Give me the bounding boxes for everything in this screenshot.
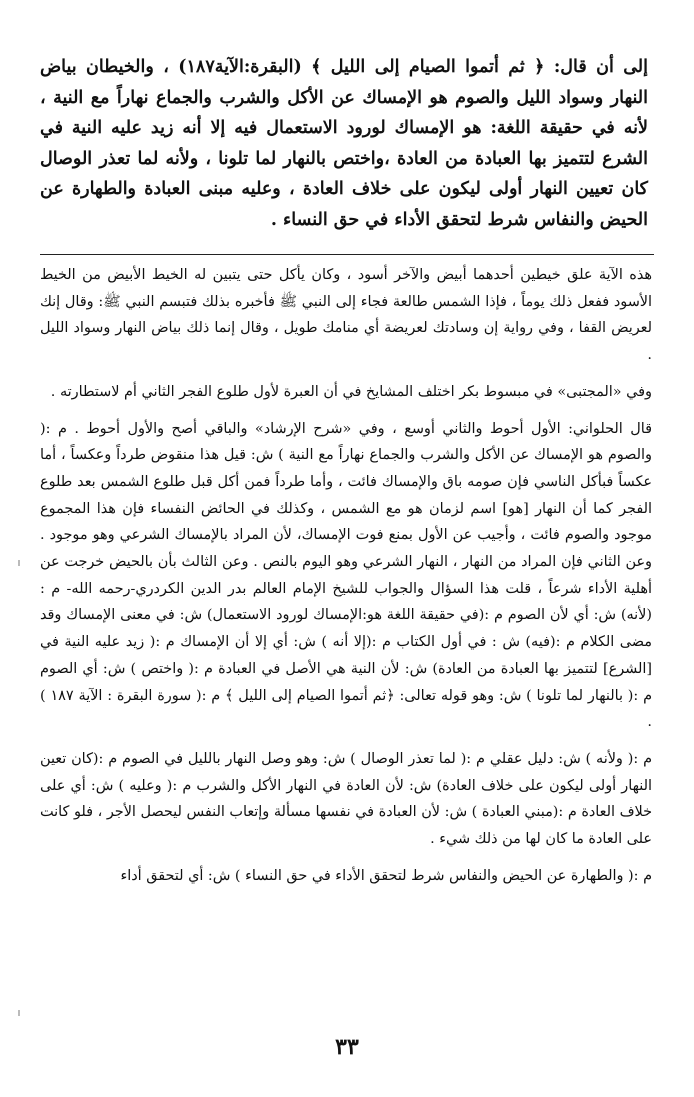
- footnote-divider: [40, 254, 654, 255]
- footnote-paragraph-1: هذه الآية علق خيطين أحدهما أبيض والآخر أسود ، وكان يأكل حتى يتبين له الخيط الأبيض من الخيط الأسود ففعل ذلك يوماً ، فإذا الشمس طالعة فجاء إلى النبي ﷺ فأخبره بذلك فتبسم النبي ﷺ: وقال إنك لعريض القفا ، وفي رواية إن وسادتك لعريضة أي منامك طويل ، وقال إنما ذلك بياض النهار وسواد الليل .: [40, 267, 652, 364]
- footnote-paragraph-3: قال الحلواني: الأول أحوط والثاني أوسع ، وفي «شرح الإرشاد» والباقي أصح والأول أحوط . م :( والصوم هو الإمساك عن الأكل والشرب والجماع نهاراً مع النية ) ش: قيل هذا منقوض طرداً وعكساً ، أما عكساً فبأكل الناسي فإن صومه باق والإمساك فائت ، وأما طرداً فمن أكل قبل طلوع الشمس بعد طلوع الفجر كما أن النهار [هو] اسم لزمان هو مع الشمس ، وكذلك في الحائض النفساء فإن هذا المجموع موجود والصوم فائت ، وأجيب عن الأول بمنع فوت الإمساك، لأن المراد بالإمساك الشرعي وهو موجود . وعن الثاني فإن المراد من النهار ، النهار الشرعي وهو اليوم بالنص . وعن الثالث بأن بالحيض خرجت عن أهلية الأداء شرعاً ، قلت هذا السؤال والجواب للشيخ الإمام العالم بدر الدين الكردري-رحمه الله- م :(لأنه) ش: أي لأن الصوم م :(في حقيقة اللغة هو:الإمساك لورود الاستعمال) ش: في معنى الإمساك وقد مضى الكلام م :(فيه) ش : في أول الكتاب م :(إلا أنه ) ش: أي إلا أن الإمساك م :( زيد عليه النية في [الشرع] لتتميز بها العبادة من العادة) ش: لأن النية هي الأصل في العبادة م :( واختص ) ش: أي الصوم م :( بالنهار لما تلونا ) ش: وهو قوله تعالى: ﴿ثم أتموا الصيام إلى الليل ﴾ م :( سورة البقرة : الآية ١٨٧ ) .: [40, 420, 652, 731]
- scan-edge-mark: [18, 1010, 20, 1016]
- footnote-paragraph-5: م :( والطهارة عن الحيض والنفاس شرط لتحقق الأداء في حق النساء ) ش: أي لتحقق أداء: [120, 867, 652, 884]
- main-text-block: [40, 52, 648, 235]
- scan-edge-mark: [18, 560, 20, 566]
- page-number: ٣٣: [335, 1034, 359, 1060]
- footnote-paragraph-4: م :( ولأنه ) ش: دليل عقلي م :( لما تعذر الوصال ) ش: وهو وصل النهار بالليل في الصوم م :(كان تعين النهار أولى ليكون على خلاف العادة) ش: لأن العادة في النهار الأكل والشرب م :( وعليه ) ش: أي على خلاف العادة م :(مبني العبادة ) ش: لأن العبادة في نفسها مسألة وإتعاب النفس ليحصل الأجر ، فلو كانت على العادة ما كان لها من ذلك شيء .: [40, 750, 652, 848]
- footnotes-block: [40, 262, 652, 889]
- main-paragraph: إلى أن قال: ﴿ ثم أتموا الصيام إلى الليل ﴾ (البقرة:الآية١٨٧) ، والخيطان بياض النهار وسواد الليل والصوم هو الإمساك عن الأكل والشرب والجماع نهاراً مع النية ، لأنه في حقيقة اللغة: هو الإمساك لورود الاستعمال فيه إلا أنه زيد عليه النية في الشرع لتتميز بها العبادة من العادة ،واختص بالنهار لما تلونا ، ولأنه لما تعذر الوصال كان تعيين النهار أولى ليكون على خلاف العادة ، وعليه مبنى العبادة والطهارة عن الحيض والنفاس شرط لتحقق الأداء في حق النساء .: [40, 57, 648, 230]
- footnote-paragraph-2: وفي «المجتبى» في مبسوط بكر اختلف المشايخ في أن العبرة لأول طلوع الفجر الثاني أم لاستطارته .: [50, 383, 652, 400]
